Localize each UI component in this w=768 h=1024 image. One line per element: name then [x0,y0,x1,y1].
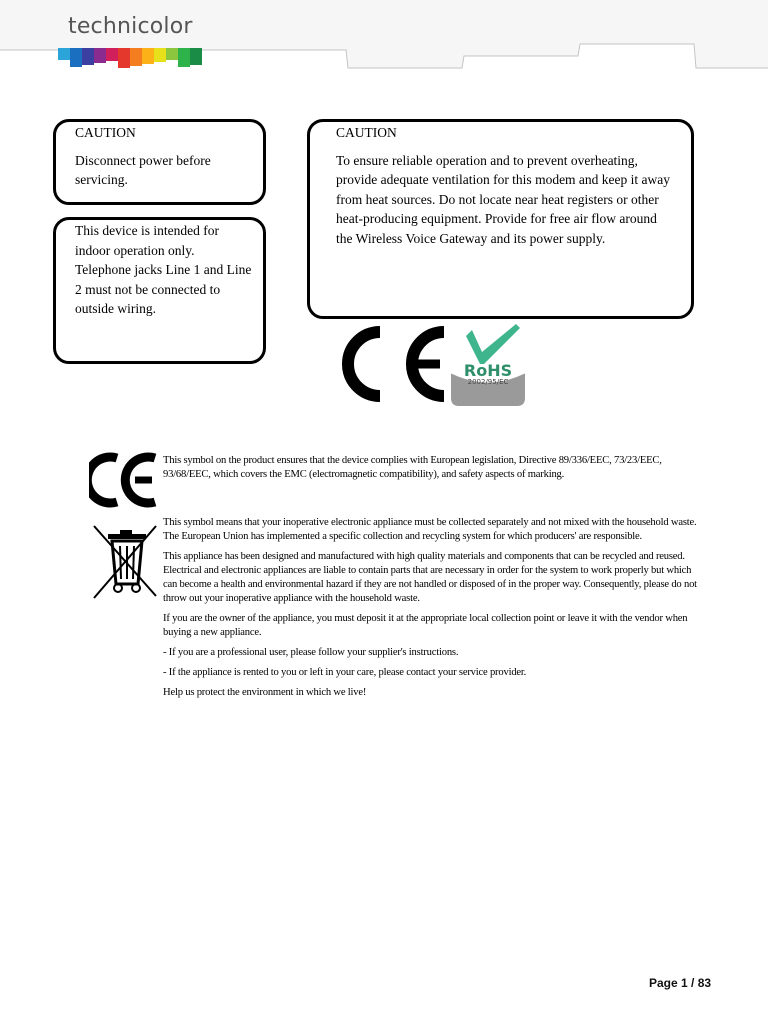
compliance-marks [334,322,534,410]
page-header [0,0,768,80]
logo-stripe-block [58,48,70,60]
caution-text: This device is intended for indoor operation only. Telephone jacks Line 1 and Line 2 must not be connected to outside wiring. [75,223,252,316]
technicolor-logo: technicolor [68,14,193,39]
caution-box-indoor [53,217,266,364]
logo-color-stripe [58,48,202,68]
caution-box-ventilation [307,119,694,319]
logo-stripe-block [118,48,130,68]
ce-info-text: This symbol on the product ensures that the device complies with European legislation, Directive 89/336/EEC, 73/23/EEC, 93/68/EEC, which covers the EMC (electromagnetic compatibility), and safety aspects of marking. [163,455,662,480]
weee-paragraph: This symbol means that your inoperative electronic appliance must be collected separately and not mixed with the household waste. The European Union has implemented a specific collection and recycling system for which producers' are responsible. [163,517,697,542]
logo-stripe-block [190,48,202,65]
rohs-icon [451,324,525,406]
caution-title: CAUTION [75,125,136,140]
logo-stripe-block [142,48,154,64]
svg-text:2002/95/EC: 2002/95/EC [467,378,509,386]
logo-stripe-block [130,48,142,66]
caution-text: To ensure reliable operation and to prevent overheating, provide adequate ventilation for this modem and keep it away from heat sources. Do not locate near heat registers or other heat-producing equipment. Provide for free air flow around the Wireless Voice Gateway and its power supply. [336,152,671,246]
logo-stripe-block [70,48,82,67]
page-number: Page 1 / 83 [649,976,712,990]
logo-stripe-block [106,48,118,61]
crossed-bin-icon [92,524,158,602]
weee-paragraph: If you are the owner of the appliance, you must deposit it at the appropriate local collection point or leave it with the vendor when buying a new appliance. [163,613,688,638]
weee-paragraph: - If you are a professional user, please follow your supplier's instructions. [163,647,459,658]
logo-stripe-block [166,48,178,60]
caution-text: Disconnect power before servicing. [75,152,211,187]
ce-icon [89,452,159,508]
caution-box-power [53,119,266,205]
caution-title: CAUTION [336,125,397,140]
weee-paragraph: This appliance has been designed and manufactured with high quality materials and components that can be recycled and reused. Electrical and electronic appliances are liable to contain parts that are necessary in order for the system to work properly but which can become a health and environmental hazard if they are not handled or disposed of in the proper way. Consequently, please do not throw out your inoperative appliance with the household waste. [163,551,697,604]
logo-stripe-block [154,48,166,62]
logo-stripe-block [94,48,106,63]
ce-mark-icon [348,332,444,396]
weee-info [163,516,699,706]
logo-stripe-block [178,48,190,67]
logo-stripe-block [82,48,94,65]
svg-text:RoHS: RoHS [463,361,513,380]
header-graphic [0,0,768,80]
weee-paragraph: - If the appliance is rented to you or left in your care, please contact your service provider. [163,667,527,678]
weee-paragraph: Help us protect the environment in which we live! [163,687,367,698]
